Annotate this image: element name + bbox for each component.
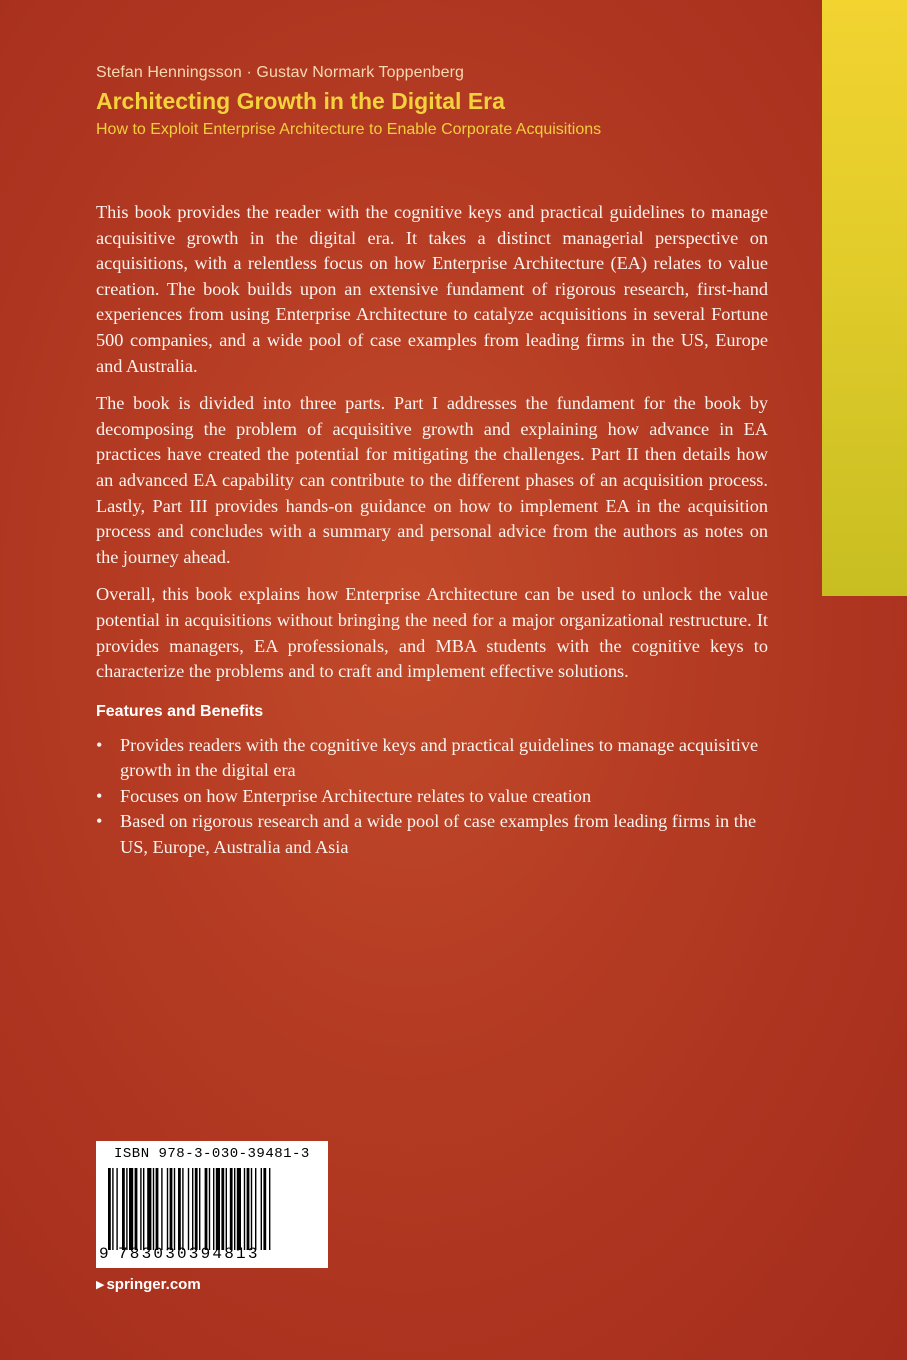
barcode-bar [237, 1168, 241, 1250]
blurb-paragraph: This book provides the reader with the cognitive keys and practical guidelines to manage acquisitive growth in the digital era. It takes a distinct managerial perspective on acquisitions, with a relentless focus on how Enterprise Architecture (EA) relates to value creation. The book builds upon an extensive fundament of rigorous research, first-hand experiences from using Enterprise Architecture to catalyze acquisitions in several Fortune 500 companies, and a wide pool of case examples from leading firms in the US, Europe and Australia. [96, 202, 768, 376]
barcode-bar [263, 1168, 266, 1250]
barcode-bar [116, 1168, 117, 1250]
barcode-bar [147, 1168, 151, 1250]
barcode-bar [205, 1168, 208, 1250]
barcode-bar [199, 1168, 200, 1250]
barcode-bar [167, 1168, 168, 1250]
barcode-bar [126, 1168, 127, 1250]
barcode-bar [247, 1168, 250, 1250]
authors: Stefan Henningsson · Gustav Normark Toppenberg [96, 64, 465, 81]
barcode-bar [221, 1168, 224, 1250]
barcode-digit-string: 783030394813 [118, 1245, 260, 1263]
barcode-bar [153, 1168, 154, 1250]
barcode-bars [108, 1168, 313, 1250]
blurb-paragraph: Overall, this book explains how Enterprise Architecture can be used to unlock the value potential in acquisitions without bringing the need for a major organizational restructure. It provides managers, EA professionals, and MBA students with the cognitive keys to characterize the problems and to craft and implement effective solutions. [96, 584, 768, 682]
publisher-url: springer.com [106, 1276, 201, 1293]
barcode-first-digit: 9 [99, 1245, 109, 1263]
accent-band [822, 0, 907, 596]
barcode-bar [170, 1168, 173, 1250]
barcode-bar [216, 1168, 220, 1250]
cover-header [96, 64, 796, 139]
feature-item: • Focuses on how Enterprise Architecture relates to value creation [96, 784, 768, 810]
barcode-bar [234, 1168, 235, 1250]
barcode-bar [156, 1168, 159, 1250]
barcode-bar [269, 1168, 270, 1250]
blurb [96, 200, 768, 861]
barcode-bar [140, 1168, 141, 1250]
isbn-barcode [96, 1141, 328, 1268]
barcode-bar [255, 1168, 256, 1250]
book-subtitle: How to Exploit Enterprise Architecture to Enable Corporate Acquisitions [96, 121, 602, 138]
barcode-bar [188, 1168, 189, 1250]
features-heading: Features and Benefits [96, 702, 264, 720]
barcode-bar [129, 1168, 133, 1250]
barcode-bar [192, 1168, 193, 1250]
barcode-bar [182, 1168, 183, 1250]
barcode-bar [112, 1168, 113, 1250]
publisher-link[interactable] [96, 1276, 201, 1293]
triangle-right-icon: ▶ [96, 1279, 105, 1291]
blurb-paragraph: The book is divided into three parts. Part I addresses the fundament for the book by decomposing the problem of acquisitive growth and explaining how advance in EA practices have created the potential for mitigating the challenges. Part II then details how an advanced EA capability can contribute to the different phases of an acquisition process. Lastly, Part III provides hands-on guidance on how to implement EA in the acquisition process and concludes with a summary and personal advice from the authors as notes on the journey ahead. [96, 393, 768, 567]
barcode-bar [251, 1168, 252, 1250]
book-title: Architecting Growth in the Digital Era [96, 88, 505, 114]
barcode-bar [174, 1168, 175, 1250]
barcode-bar [122, 1168, 125, 1250]
barcode-bar [161, 1168, 162, 1250]
barcode-bar [108, 1168, 111, 1250]
barcode-bar [213, 1168, 214, 1250]
barcode-bar [261, 1168, 262, 1250]
feature-item: • Provides readers with the cognitive keys and practical guidelines to manage acquisitive growth in the digital era [96, 733, 768, 784]
isbn-label: ISBN 978-3-030-39481-3 [114, 1146, 310, 1162]
barcode-bar [143, 1168, 144, 1250]
barcode-bar [135, 1168, 138, 1250]
barcode-bar [195, 1168, 198, 1250]
barcode-bar [209, 1168, 210, 1250]
barcode-bar [226, 1168, 227, 1250]
barcode-bar [178, 1168, 181, 1250]
features-list [96, 733, 768, 861]
barcode-bar [230, 1168, 233, 1250]
feature-item: • Based on rigorous research and a wide pool of case examples from leading firms in the US, Europe, Australia and Asia [96, 809, 768, 860]
barcode-bar [244, 1168, 245, 1250]
